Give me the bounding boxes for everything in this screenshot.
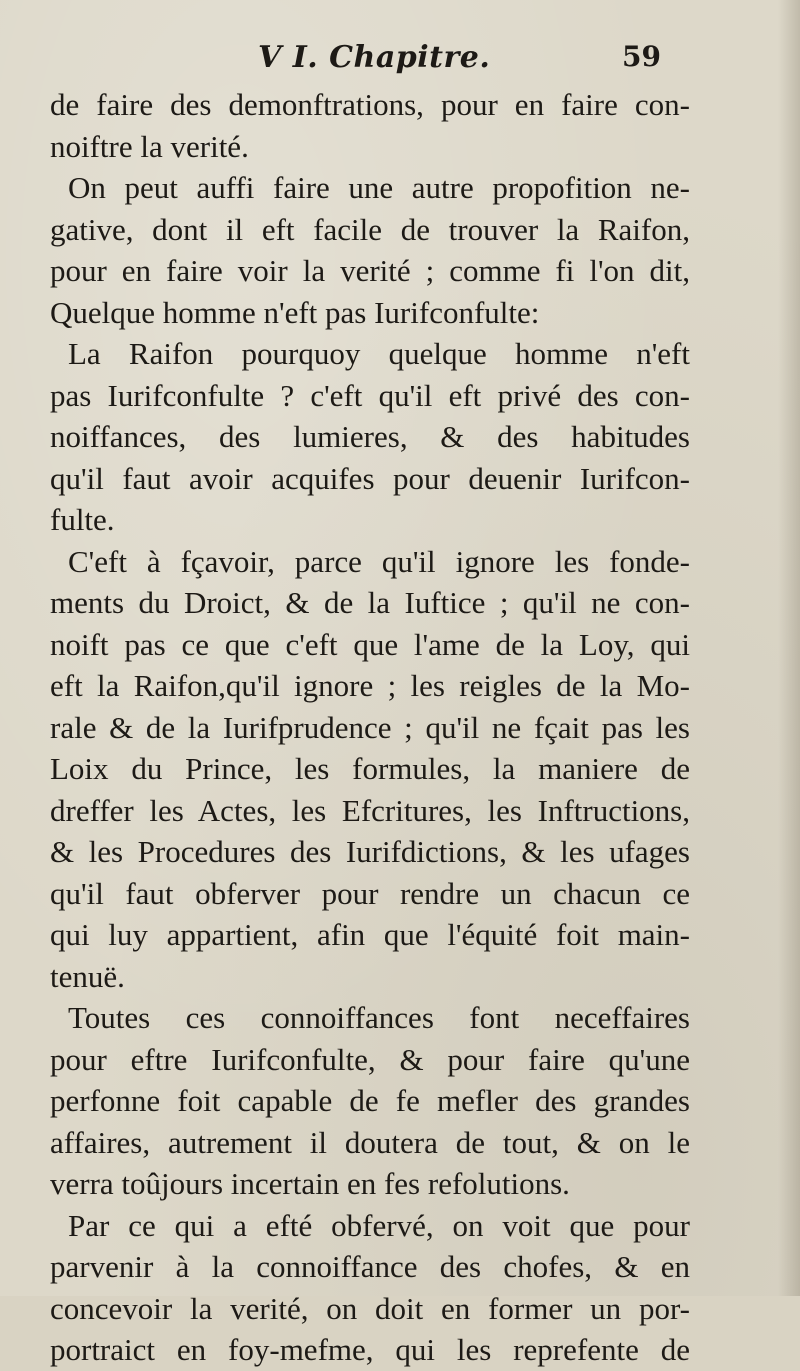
- text-line: C'eft à fçavoir, parce qu'il ignore les fonde-: [68, 543, 690, 579]
- page-number: 59: [622, 40, 661, 73]
- text-line: La Raifon pourquoy quelque homme n'eft: [68, 336, 690, 371]
- text-line: Quelque homme n'eft pas Iurifconfulte:: [50, 294, 540, 330]
- text-line: parvenir à la connoiffance des chofes, & en: [50, 1249, 690, 1284]
- page-header: [0, 40, 800, 86]
- text-line: qu'il faut avoir acquifes pour deuenir Iurifcon-: [50, 460, 690, 496]
- text-line: verra toûjours incertain en fes refolutions.: [50, 1166, 570, 1201]
- text-line: pas Iurifconfulte ? c'eft qu'il eft privé des con-: [50, 377, 690, 413]
- text-line: affaires, autrement il doutera de tout, & on le: [50, 1124, 690, 1160]
- text-line: dreffer les Actes, les Efcritures, les Inftructions,: [50, 792, 690, 828]
- text-line: de faire des demonftrations, pour en faire con-: [50, 87, 690, 122]
- text-line: On peut auffi faire une autre propofition ne-: [68, 170, 690, 205]
- text-line: portraict en foy-mefme, qui les reprefente de: [50, 1332, 690, 1367]
- text-line: qui luy appartient, afin que l'équité foit main-: [50, 917, 690, 952]
- body-text: [50, 84, 690, 1371]
- text-line: Par ce qui a efté obfervé, on voit que pour: [68, 1207, 690, 1243]
- text-line: concevoir la verité, on doit en former un por-: [50, 1290, 690, 1326]
- text-line: pour en faire voir la verité ; comme fi l'on dit,: [50, 253, 690, 288]
- text-line: ments du Droict, & de la Iuftice ; qu'il ne con-: [50, 585, 690, 620]
- text-line: perfonne foit capable de fe mefler des grandes: [50, 1083, 690, 1118]
- text-line: noiftre la verité.: [50, 128, 249, 164]
- text-line: qu'il faut obferver pour rendre un chacun ce: [50, 875, 690, 911]
- text-line: noift pas ce que c'eft que l'ame de la Loy, qui: [50, 626, 690, 662]
- text-line: pour eftre Iurifconfulte, & pour faire qu'une: [50, 1041, 690, 1077]
- text-line: fulte.: [50, 502, 115, 537]
- text-line: gative, dont il eft facile de trouver la Raifon,: [50, 211, 690, 247]
- text-line: noiffances, des lumieres, & des habitudes: [50, 419, 690, 454]
- text-line: Toutes ces connoiffances font neceffaires: [68, 1000, 690, 1035]
- text-line: eft la Raifon,qu'il ignore ; les reigles de la Mo-: [50, 668, 690, 703]
- running-head: V I. Chapitre.: [258, 40, 491, 75]
- text-line: tenuë.: [50, 958, 125, 994]
- text-line: Loix du Prince, les formules, la maniere de: [50, 751, 690, 786]
- text-line: & les Procedures des Iurifdictions, & les ufages: [50, 834, 690, 869]
- text-line: rale & de la Iurifprudence ; qu'il ne fçait pas les: [50, 709, 690, 745]
- page-edge-shadow: [778, 0, 800, 1296]
